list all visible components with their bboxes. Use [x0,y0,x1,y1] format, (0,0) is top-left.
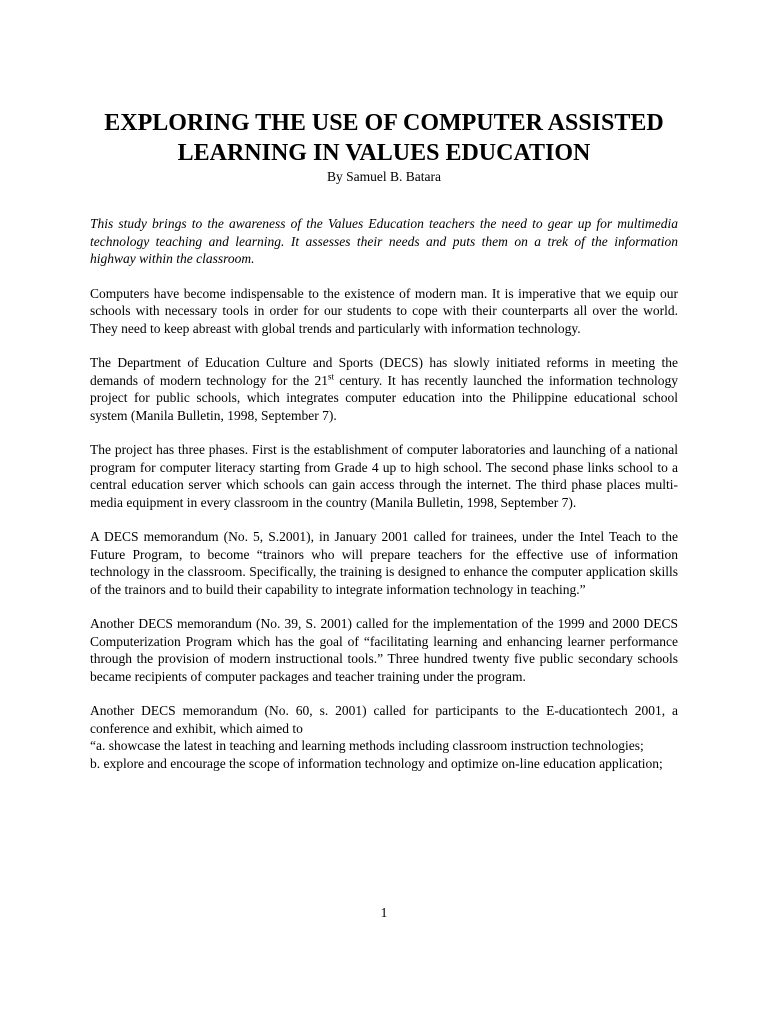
paragraph-5: Another DECS memorandum (No. 39, S. 2001) called for the implementation of the 1999 and 2000 DECS Computerization Program which has the goal of “facilitating learning and enhancing learner performance through the provision of modern instructional tools.” Three hundred twenty five public secondary schools became recipients of computer packages and teacher training under the program. [90,616,678,684]
paragraph-3: The project has three phases. First is the establishment of computer laboratories and launching of a national program for computer literacy starting from Grade 4 up to high school. The second phase links school to a central education server which schools can gain access through the internet. The third phase places multi-media equipment in every classroom in the country (Manila Bulletin, 1998, September 7). [90,442,678,510]
paragraph-2-text-end: century. It has recently launched the information technology project for public schools, which integrates computer education into the Philippine educational school system (Manila Bulletin, 1998, September 7). [90,372,678,423]
paragraph-2 [90,354,678,424]
page-number: 1 [380,905,388,920]
paragraph-2-text-start: The Department of Education Culture and Sports (DECS) has slowly initiated reforms in meeting the demands of modern technology for the 21 [90,355,678,388]
ordinal-superscript: st [327,371,334,381]
paragraph-1: Computers have become indispensable to the existence of modern man. It is imperative that we equip our schools with necessary tools in order for our students to cope with their counterparts all over the world. They need to keep abreast with global trends and particularly with information technology. [90,285,678,336]
document-page [90,108,678,772]
title-line-1: EXPLORING THE USE OF COMPUTER ASSISTED [104,110,664,136]
title-line-2: LEARNING IN VALUES EDUCATION [177,140,591,166]
paragraph-4: A DECS memorandum (No. 5, S.2001), in January 2001 called for trainees, under the Intel Teach to the Future Program, to become “trainors who will prepare teachers for the effective use of information technology in the classroom. Specifically, the training is designed to enhance the computer application skills of the trainors and to build their capability to integrate information technology in teaching.” [90,529,678,597]
list-item-b: b. explore and encourage the scope of information technology and optimize on-line education application; [90,755,663,771]
list-item-a: “a. showcase the latest in teaching and learning methods including classroom instruction technologies; [90,738,644,753]
document-title [90,108,678,168]
abstract-paragraph: This study brings to the awareness of the Values Education teachers the need to gear up for multimedia technology teaching and learning. It assesses their needs and puts them on a trek of the information highway within the classroom. [90,216,678,266]
paragraph-6: Another DECS memorandum (No. 60, s. 2001) called for participants to the E-ducationtech 2001, a conference and exhibit, which aimed to [90,703,678,736]
author-byline: By Samuel B. Batara [327,169,441,184]
